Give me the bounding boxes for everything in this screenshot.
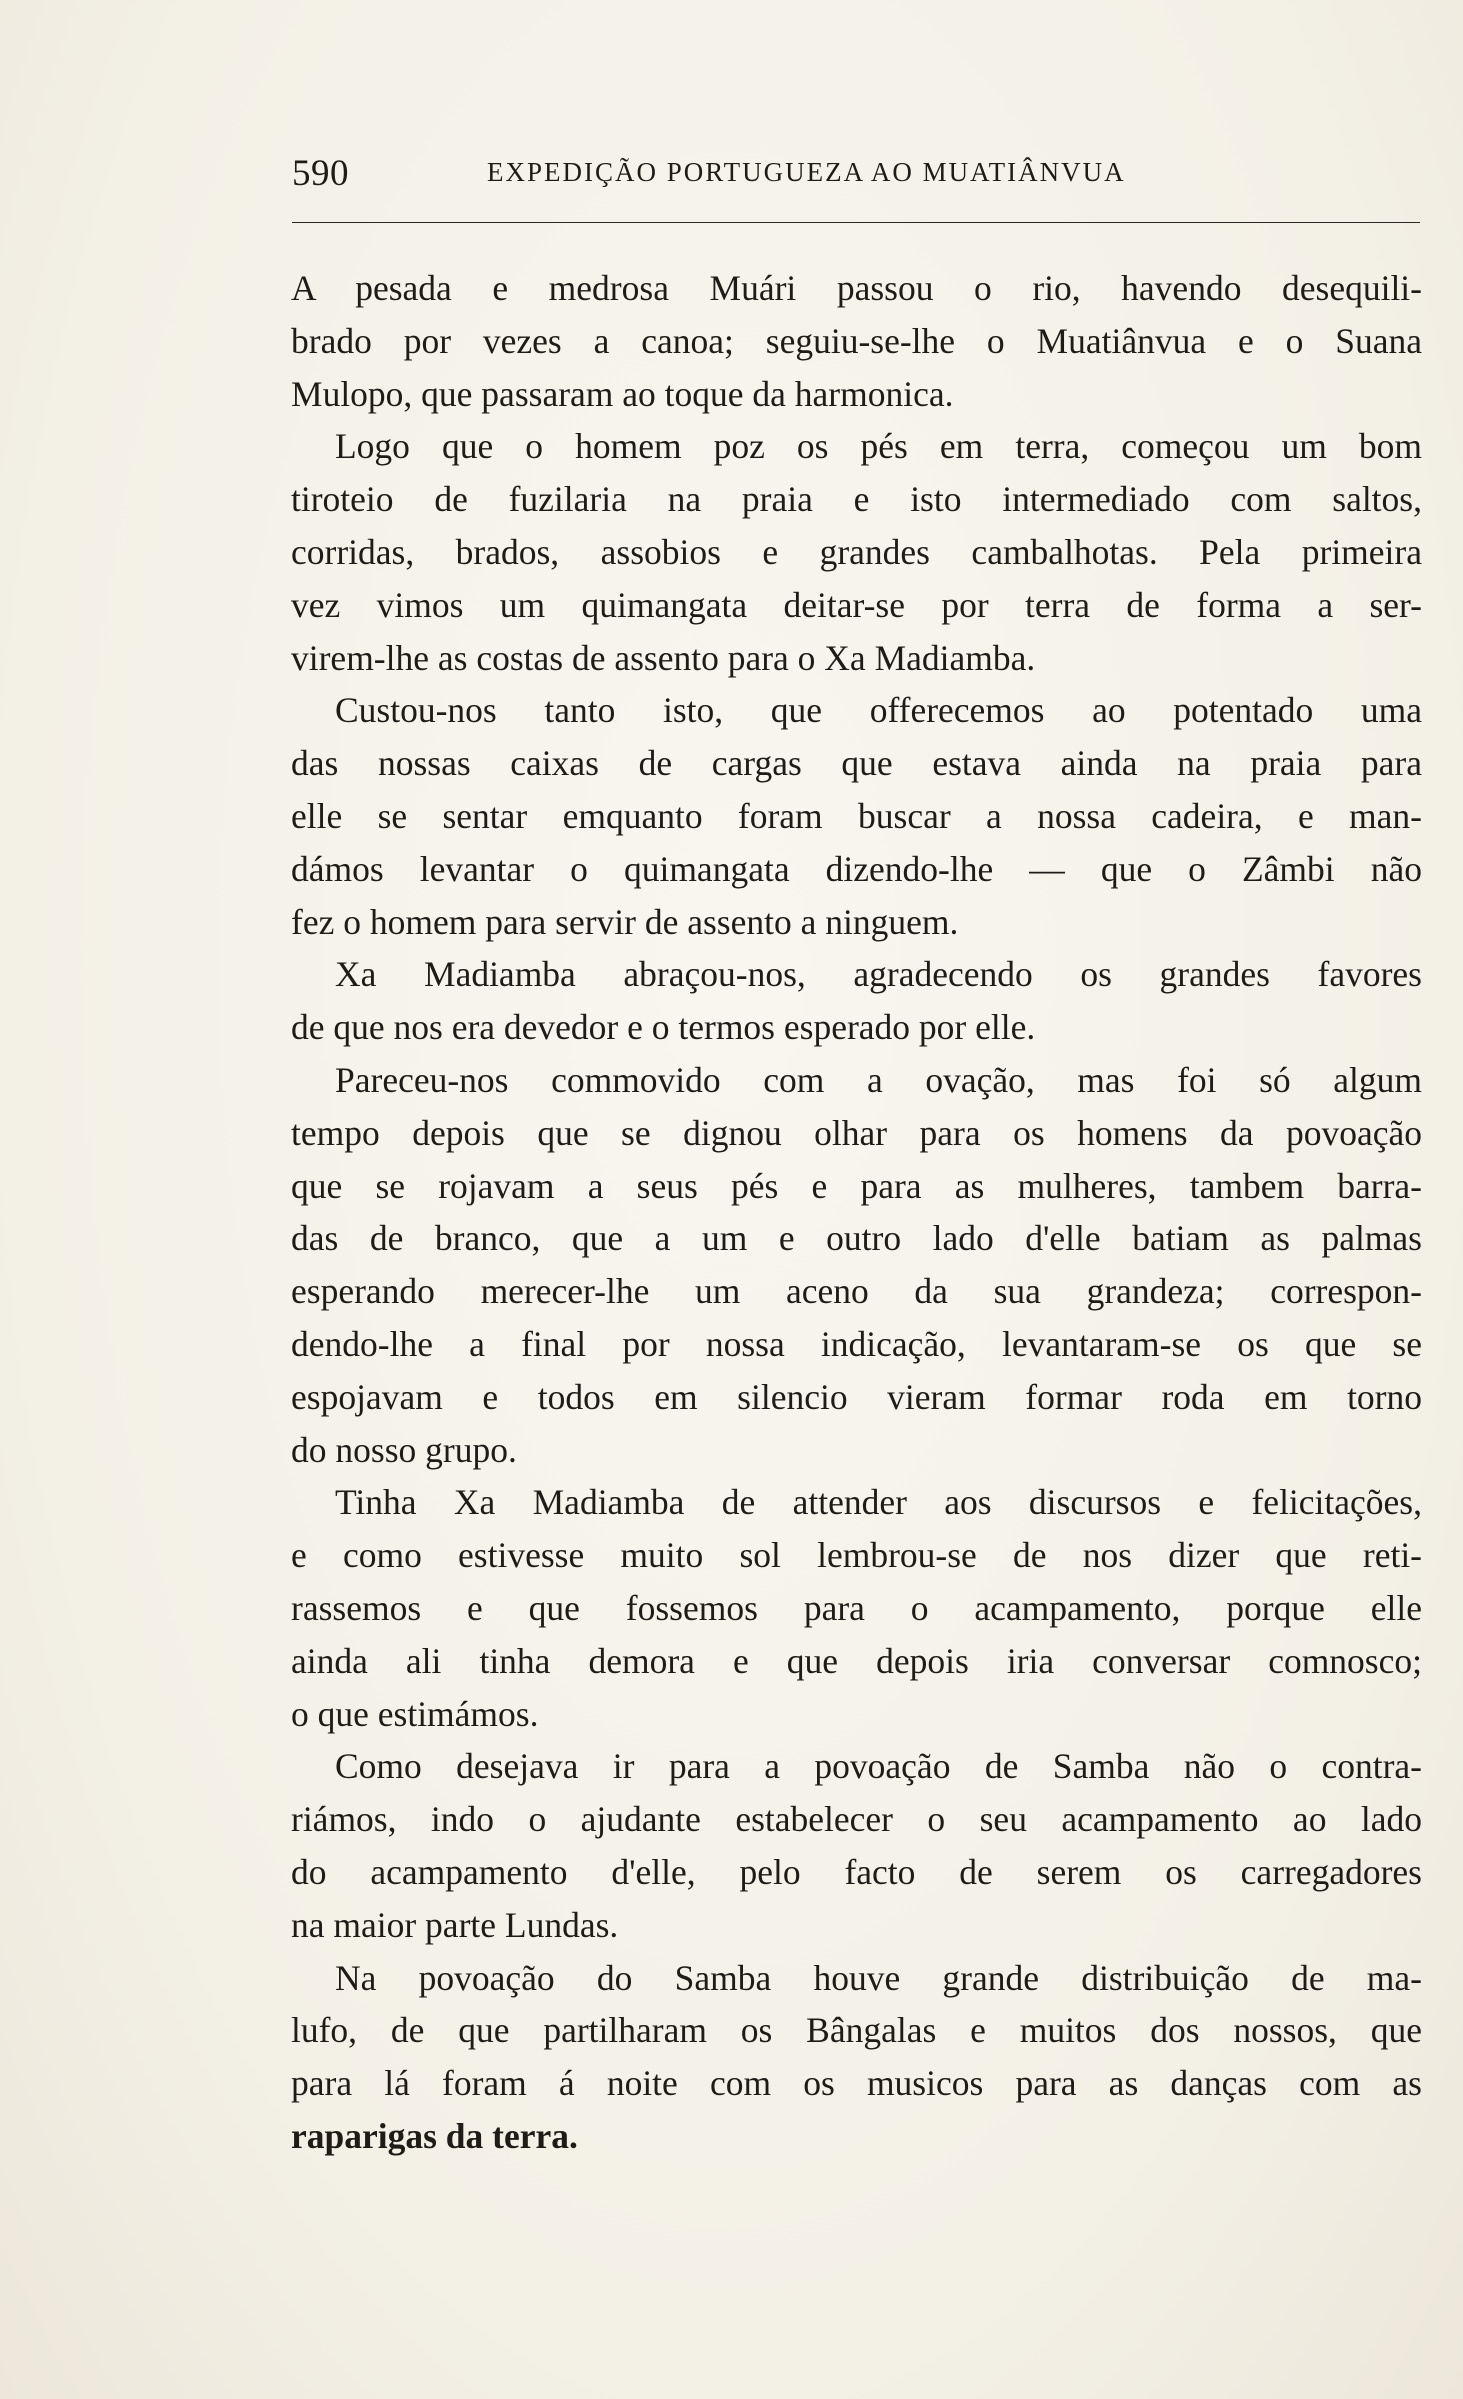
text-line: Xa Madiamba abraçou-nos, agradecendo os grandes favores: [335, 954, 1422, 995]
page-number: 590: [292, 153, 349, 194]
text-line: das nossas caixas de cargas que estava ainda na praia para: [291, 743, 1422, 784]
text-line: corridas, brados, assobios e grandes cambalhotas. Pela primeira: [291, 531, 1422, 572]
text-line: e como estivesse muito sol lembrou-se de nos dizer que reti-: [291, 1535, 1422, 1576]
text-line: na maior parte Lundas.: [291, 1904, 619, 1945]
text-line: do nosso grupo.: [291, 1429, 517, 1470]
text-line: ainda ali tinha demora e que depois iria conversar comnosco;: [291, 1640, 1422, 1681]
header-rule: [292, 222, 1420, 223]
text-line: fez o homem para servir de assento a ninguem.: [291, 901, 959, 942]
text-line: brado por vezes a canoa; seguiu-se-lhe o Muatiânvua e o Suana: [291, 320, 1422, 361]
text-line: Na povoação do Samba houve grande distribuição de ma-: [335, 1957, 1422, 1998]
text-line: dámos levantar o quimangata dizendo-lhe — que o Zâmbi não: [291, 848, 1422, 889]
text-line: Tinha Xa Madiamba de attender aos discursos e felicitações,: [335, 1482, 1422, 1523]
text-line: de que nos era devedor e o termos esperado por elle.: [291, 1007, 1036, 1048]
text-line: tiroteio de fuzilaria na praia e isto intermediado com saltos,: [291, 479, 1422, 520]
text-line: dendo-lhe a final por nossa indicação, levantaram-se os que se: [291, 1323, 1422, 1364]
text-line: Custou-nos tanto isto, que offerecemos ao potentado uma: [335, 690, 1422, 731]
text-line: Logo que o homem poz os pés em terra, começou um bom: [335, 426, 1422, 467]
text-line: espojavam e todos em silencio vieram formar roda em torno: [291, 1376, 1422, 1417]
text-line: A pesada e medrosa Muári passou o rio, havendo desequili-: [291, 268, 1422, 308]
text-line: elle se sentar emquanto foram buscar a nossa cadeira, e man-: [291, 795, 1422, 836]
text-line: esperando merecer-lhe um aceno da sua grandeza; correspon-: [291, 1271, 1422, 1312]
body-text: [291, 262, 1422, 2163]
text-line: tempo depois que se dignou olhar para os homens da povoação: [291, 1112, 1422, 1153]
text-line: do acampamento d'elle, pelo facto de serem os carregadores: [291, 1851, 1422, 1892]
page-header: [292, 152, 1392, 212]
running-title: EXPEDIÇÃO PORTUGUEZA AO MUATIÂNVUA: [487, 157, 1126, 187]
text-line: riámos, indo o ajudante estabelecer o seu acampamento ao lado: [291, 1799, 1422, 1840]
text-line: o que estimámos.: [291, 1693, 539, 1734]
text-line: vez vimos um quimangata deitar-se por terra de forma a ser-: [291, 584, 1422, 625]
text-line: das de branco, que a um e outro lado d'elle batiam as palmas: [291, 1218, 1422, 1259]
text-line: Mulopo, que passaram ao toque da harmonica.: [291, 373, 954, 414]
text-line: lufo, de que partilharam os Bângalas e muitos dos nossos, que: [291, 2010, 1422, 2051]
text-line: virem-lhe as costas de assento para o Xa Madiamba.: [291, 637, 1036, 678]
text-line: que se rojavam a seus pés e para as mulheres, tambem barra-: [291, 1165, 1422, 1206]
text-line: Pareceu-nos commovido com a ovação, mas foi só algum: [335, 1059, 1422, 1100]
text-line: rassemos e que fossemos para o acampamento, porque elle: [291, 1587, 1422, 1628]
text-line: raparigas da terra.: [291, 2115, 578, 2156]
text-line: para lá foram á noite com os musicos para as danças com as: [291, 2063, 1422, 2104]
text-line: Como desejava ir para a povoação de Samba não o contra-: [335, 1746, 1422, 1787]
